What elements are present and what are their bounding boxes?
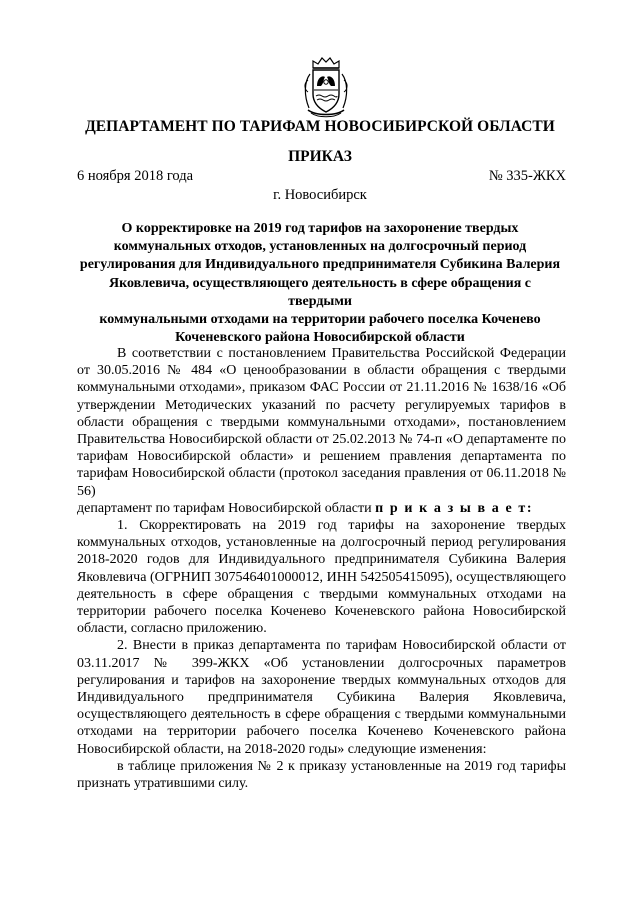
ordering-clause [77,500,566,517]
novosibirsk-coat-of-arms-icon [300,56,352,118]
item-1-paragraph: 1. Скорректировать на 2019 год тарифы на захоронение твердых коммунальных отходов, установленные на долгосрочный период регулирования 2018-2020 годов для Индивидуального предпринимателя Субикина Валерия Яковлевича (ОГРНИП 307546401000012, ИНН 542505415095), осуществляющего деятельность в сфере обращения с твердыми коммунальных отходами на территории рабочего поселка Коченево Коченевского района Новосибирской области, согласно приложению. [77,518,566,637]
order-body [77,345,566,792]
order-city: г. Новосибирск [273,187,367,203]
heading-line: Яковлевича, осуществляющего деятельность в сфере обращения с твердыми [109,275,531,309]
heading-line: Коченевского района Новосибирской области [175,330,465,346]
preamble-paragraph: В соответствии с постановлением Правительства Российской Федерации от 30.05.2016 № 484 «О ценообразовании в области обращения с твердыми коммунальными отходами», приказом ФАС России от 21.11.2016 № 1638/16 «Об утверждении Методических указаний по расчету регулируемых тарифов в области обращения с твердыми коммунальными отходами», постановлением Правительства Новосибирской области от 25.02.2013 № 74-п «О департаменте по тарифам Новосибирской области» и решением правления департамента по тарифам Новосибирской области (протокол заседания правления от 06.11.2018 № 56) [77,346,566,499]
heading-line: коммунальных отходов, установленных на долгосрочный период [113,239,527,255]
order-heading [77,220,563,347]
heading-line: регулирования для Индивидуального предпринимателя Субикина Валерия [79,257,561,273]
department-name: ДЕПАРТАМЕНТ ПО ТАРИФАМ НОВОСИБИРСКОЙ ОБЛАСТИ [85,118,555,135]
ordering-prefix: департамент по тарифам Новосибирской области [77,500,376,516]
document-type: ПРИКАЗ [288,148,352,165]
heading-line: О корректировке на 2019 год тарифов на захоронение твердых [121,221,519,236]
order-number: № 335-ЖКХ [488,168,566,184]
item-2-subparagraph: в таблице приложения № 2 к приказу установленные на 2019 год тарифы признать утратившими силу. [77,758,566,792]
item-2-paragraph: 2. Внести в приказ департамента по тарифам Новосибирской области от 03.11.2017 № 399-ЖКХ «Об установлении долгосрочных параметров регулирования и тарифов на захоронение твердых коммунальных отходов для Индивидуального предпринимателя Субикина Валерия Яковлевича, осуществляющего деятельность в сфере обращения с твердыми коммунальными отходами на территории рабочего поселка Коченево Коченевского района Новосибирской области, на 2018-2020 годы» следующие изменения: [77,638,566,757]
heading-line: коммунальными отходами на территории рабочего поселка Коченево [99,312,541,328]
ordering-word: п р и к а з ы в а е т: [375,500,534,516]
order-date: 6 ноября 2018 года [77,168,194,184]
